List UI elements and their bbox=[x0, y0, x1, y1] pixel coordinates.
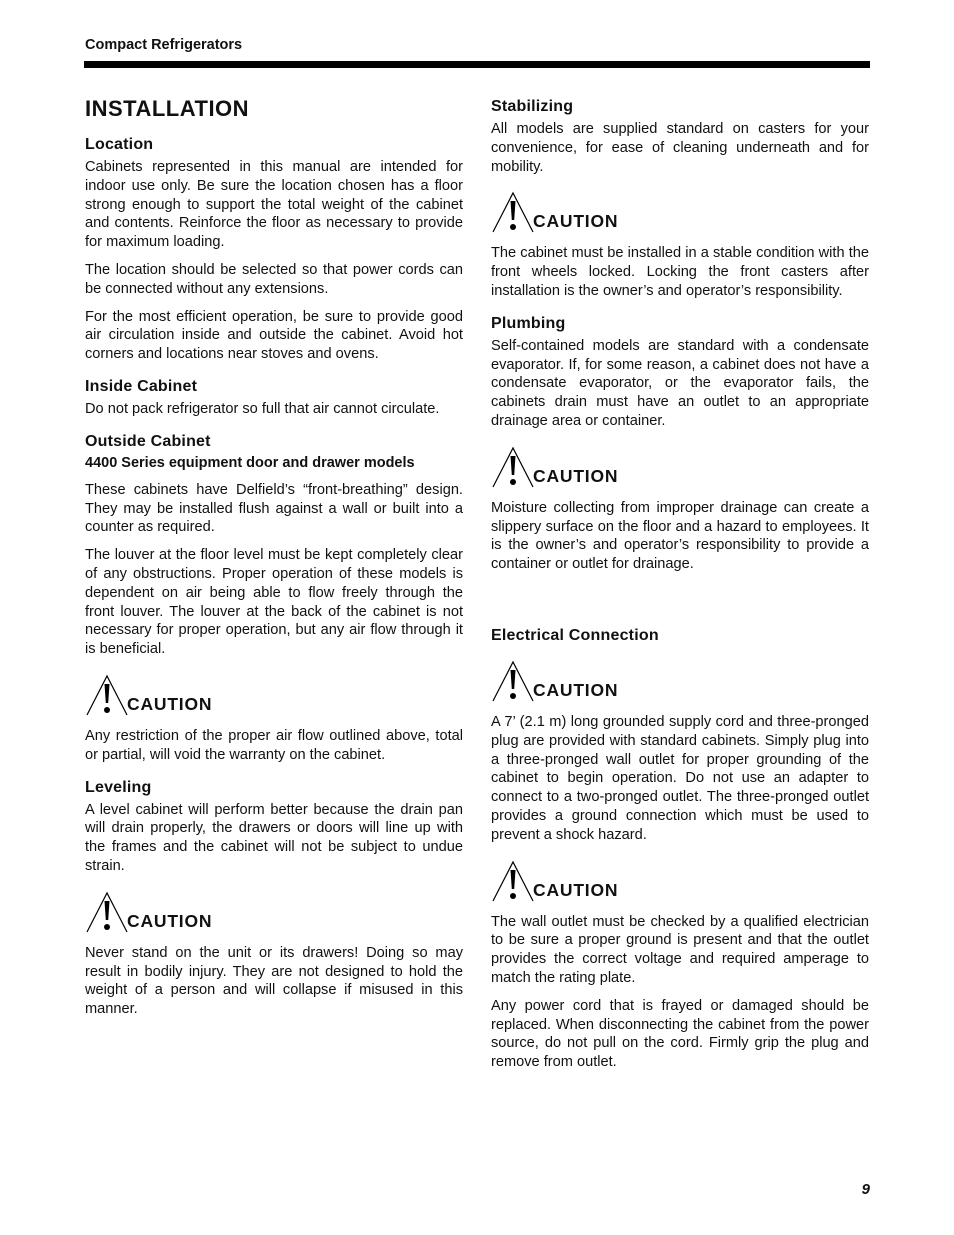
right-column bbox=[491, 88, 869, 1081]
outside-cabinet-caution-text: Any restriction of the proper air flow outlined above, total or partial, will void the warranty on the cabinet. bbox=[85, 727, 463, 763]
caution-label: CAUTION bbox=[533, 879, 619, 900]
warning-triangle-icon bbox=[491, 445, 535, 489]
leveling-heading: Leveling bbox=[85, 778, 152, 796]
outside-cabinet-paragraph-1: These cabinets have Delfield’s “front-breathing” design. They may be installed flush against a wall or built into a counter as required. bbox=[85, 481, 463, 536]
caution-label: CAUTION bbox=[533, 465, 619, 486]
caution-label: CAUTION bbox=[533, 211, 619, 232]
outside-cabinet-subheading: 4400 Series equipment door and drawer models bbox=[85, 454, 415, 471]
caution-block bbox=[491, 659, 869, 703]
warning-triangle-icon bbox=[85, 673, 129, 717]
caution-block bbox=[491, 445, 869, 489]
plumbing-caution-text: Moisture collecting from improper drainage can create a slippery surface on the floor and a hazard to employees. It is the owner’s and operator’s responsibility to provide a container or outlet for drainage. bbox=[491, 499, 869, 573]
running-header: Compact Refrigerators bbox=[85, 37, 243, 53]
location-paragraph-2: The location should be selected so that power cords can be connected without any extensions. bbox=[85, 261, 463, 297]
leveling-paragraph: A level cabinet will perform better because the drain pan will drain properly, the drawers or doors will line up with the frames and the cabinet will not be subject to undue strain. bbox=[85, 801, 463, 874]
inside-cabinet-heading: Inside Cabinet bbox=[85, 377, 198, 395]
plumbing-paragraph: Self-contained models are standard with a condensate evaporator. If, for some reason, a cabinet does not have a condensate evaporator, or the evaporator fails, the cabinets drain must have an outlet to an appropriate drainage area or container. bbox=[491, 337, 869, 429]
caution-label: CAUTION bbox=[533, 679, 619, 700]
caution-block bbox=[491, 190, 869, 234]
header-rule bbox=[84, 61, 870, 68]
leveling-caution-text: Never stand on the unit or its drawers! Doing so may result in bodily injury. They are not designed to hold the weight of a person and will collapse if misused in this manner. bbox=[85, 944, 463, 1018]
inside-cabinet-paragraph: Do not pack refrigerator so full that air cannot circulate. bbox=[85, 400, 440, 417]
caution-label: CAUTION bbox=[127, 693, 213, 714]
left-column bbox=[85, 88, 463, 1028]
outside-cabinet-paragraph-2: The louver at the floor level must be kept completely clear of any obstructions. Proper operation of these models is dependent on air being able to flow freely through the front louver. The louver at the back of the cabinet is not necessary for proper operation, but any air flow through it is beneficial. bbox=[85, 547, 463, 658]
location-heading: Location bbox=[85, 136, 154, 153]
plumbing-heading: Plumbing bbox=[491, 314, 566, 332]
warning-triangle-icon bbox=[85, 890, 129, 934]
section-spacer bbox=[491, 583, 869, 613]
page-title: INSTALLATION bbox=[85, 96, 250, 121]
caution-label: CAUTION bbox=[127, 910, 213, 931]
caution-block bbox=[85, 673, 463, 717]
caution-block bbox=[85, 890, 463, 934]
electrical-paragraph-last: Any power cord that is frayed or damaged should be replaced. When disconnecting the cabinet from the power source, do not pull on the cord. Firmly grip the plug and remove from outlet. bbox=[491, 997, 869, 1071]
electrical-caution-text-2: The wall outlet must be checked by a qualified electrician to be sure a proper ground is present and that the outlet provides the correct voltage and required amperage to match the rating plate. bbox=[491, 913, 869, 986]
caution-block bbox=[491, 859, 869, 903]
location-paragraph-1: Cabinets represented in this manual are intended for indoor use only. Be sure the location chosen has a floor strong enough to support the total weight of the cabinet and contents. Reinforce the floor as necessary to provide for maximum loading. bbox=[85, 159, 463, 251]
warning-triangle-icon bbox=[491, 190, 535, 234]
location-paragraph-3: For the most efficient operation, be sure to provide good air circulation inside and outside the cabinet. Avoid hot corners and locations near stoves and ovens. bbox=[85, 308, 463, 363]
stabilizing-heading: Stabilizing bbox=[491, 98, 574, 115]
page-number: 9 bbox=[861, 1181, 870, 1198]
stabilizing-caution-text: The cabinet must be installed in a stable condition with the front wheels locked. Locking the front casters after installation is the owner’s and operator’s responsibility. bbox=[491, 245, 869, 299]
outside-cabinet-heading: Outside Cabinet bbox=[85, 432, 211, 450]
electrical-heading: Electrical Connection bbox=[491, 626, 659, 644]
electrical-caution-text-1: A 7’ (2.1 m) long grounded supply cord and three-pronged plug are provided with standard cabinets. Simply plug into a three-pronged wall outlet for proper grounding of the cabinet to begin operation. Do not use an adapter to connect to a two-pronged outlet. The three-pronged outlet provides a ground connection which must be used to prevent a shock hazard. bbox=[491, 713, 869, 843]
stabilizing-paragraph: All models are supplied standard on casters for your convenience, for ease of cleaning underneath and for mobility. bbox=[491, 121, 869, 175]
warning-triangle-icon bbox=[491, 859, 535, 903]
warning-triangle-icon bbox=[491, 659, 535, 703]
